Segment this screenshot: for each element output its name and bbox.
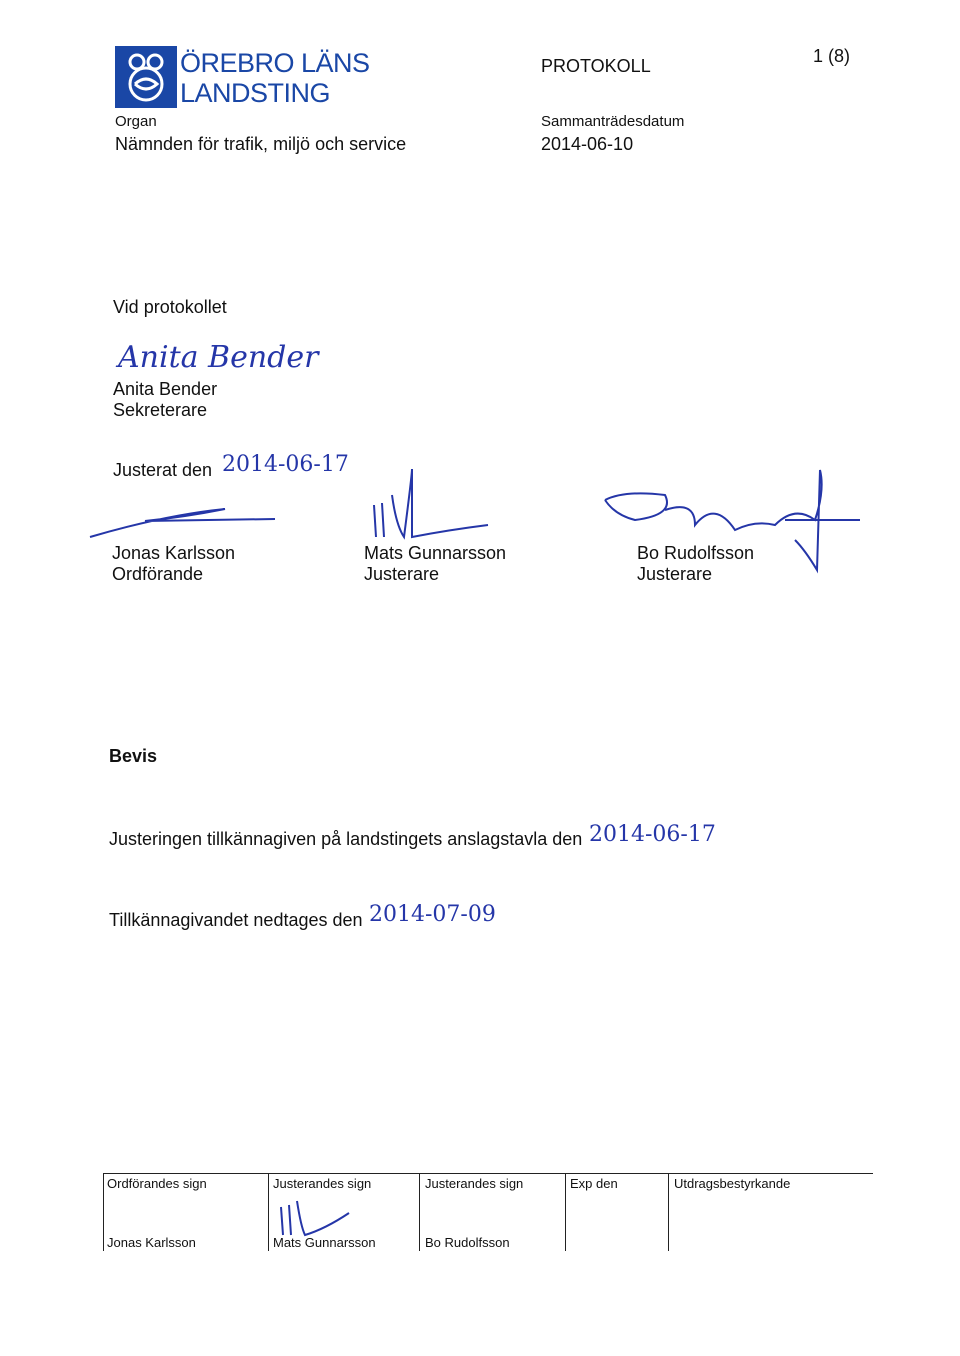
footer-col-2-label: Justerandes sign: [273, 1176, 372, 1191]
protocol-label: Vid protokollet: [113, 297, 227, 317]
signature-jonas-karlsson: [85, 495, 285, 540]
footer-col-3-label: Justerandes sign: [425, 1176, 524, 1191]
org-name-line1: ÖREBRO LÄNS: [180, 48, 370, 78]
organ-value: Nämnden för trafik, miljö och service: [115, 134, 407, 154]
secretary-name: Anita Bender: [113, 379, 218, 399]
footer-initials-mats: [275, 1197, 355, 1237]
signer-1-name: Jonas Karlsson: [112, 543, 236, 563]
date-label: Sammanträdesdatum: [541, 113, 685, 130]
footer-divider: [268, 1173, 269, 1251]
signer-3-role: Justerare: [637, 564, 713, 584]
footer-divider: [419, 1173, 420, 1251]
footer-divider: [668, 1173, 669, 1251]
logo-emblem: [115, 46, 177, 108]
footer-sign-table: [103, 1173, 873, 1253]
signer-2-role: Justerare: [364, 564, 440, 584]
secretary-role: Sekreterare: [113, 400, 208, 420]
footer-col-5-label: Utdragsbestyrkande: [674, 1176, 791, 1191]
footer-col-3-name: Bo Rudolfsson: [425, 1235, 510, 1250]
removed-date: 2014-07-09: [369, 902, 496, 927]
footer-col-1-label: Ordförandes sign: [107, 1176, 207, 1191]
doc-type: PROTOKOLL: [541, 56, 651, 76]
signer-1-role: Ordförande: [112, 564, 204, 584]
footer-col-1-name: Jonas Karlsson: [107, 1235, 196, 1250]
removed-label: Tillkännagivandet nedtages den: [109, 910, 363, 930]
emblem-icon: [115, 46, 177, 108]
organ-label: Organ: [115, 113, 157, 130]
footer-col-4-label: Exp den: [570, 1176, 618, 1191]
footer-col-2-name: Mats Gunnarsson: [273, 1235, 376, 1250]
footer-top-line: [103, 1173, 873, 1174]
footer-divider: [103, 1173, 104, 1251]
secretary-signature: Anita Bender: [118, 340, 319, 375]
signature-mats-gunnarsson: [368, 465, 498, 545]
page-number: 1 (8): [813, 46, 851, 66]
announced-date: 2014-06-17: [589, 822, 716, 847]
bevis-heading: Bevis: [109, 746, 158, 766]
adjusted-label: Justerat den: [113, 460, 213, 480]
announced-label: Justeringen tillkännagiven på landstingets anslagstavla den: [109, 829, 583, 849]
adjusted-date: 2014-06-17: [222, 452, 349, 477]
date-value: 2014-06-10: [541, 134, 634, 154]
footer-divider: [565, 1173, 566, 1251]
signer-3-name: Bo Rudolfsson: [637, 543, 755, 563]
signer-2-name: Mats Gunnarsson: [364, 543, 507, 563]
org-name-line2: LANDSTING: [180, 78, 331, 108]
